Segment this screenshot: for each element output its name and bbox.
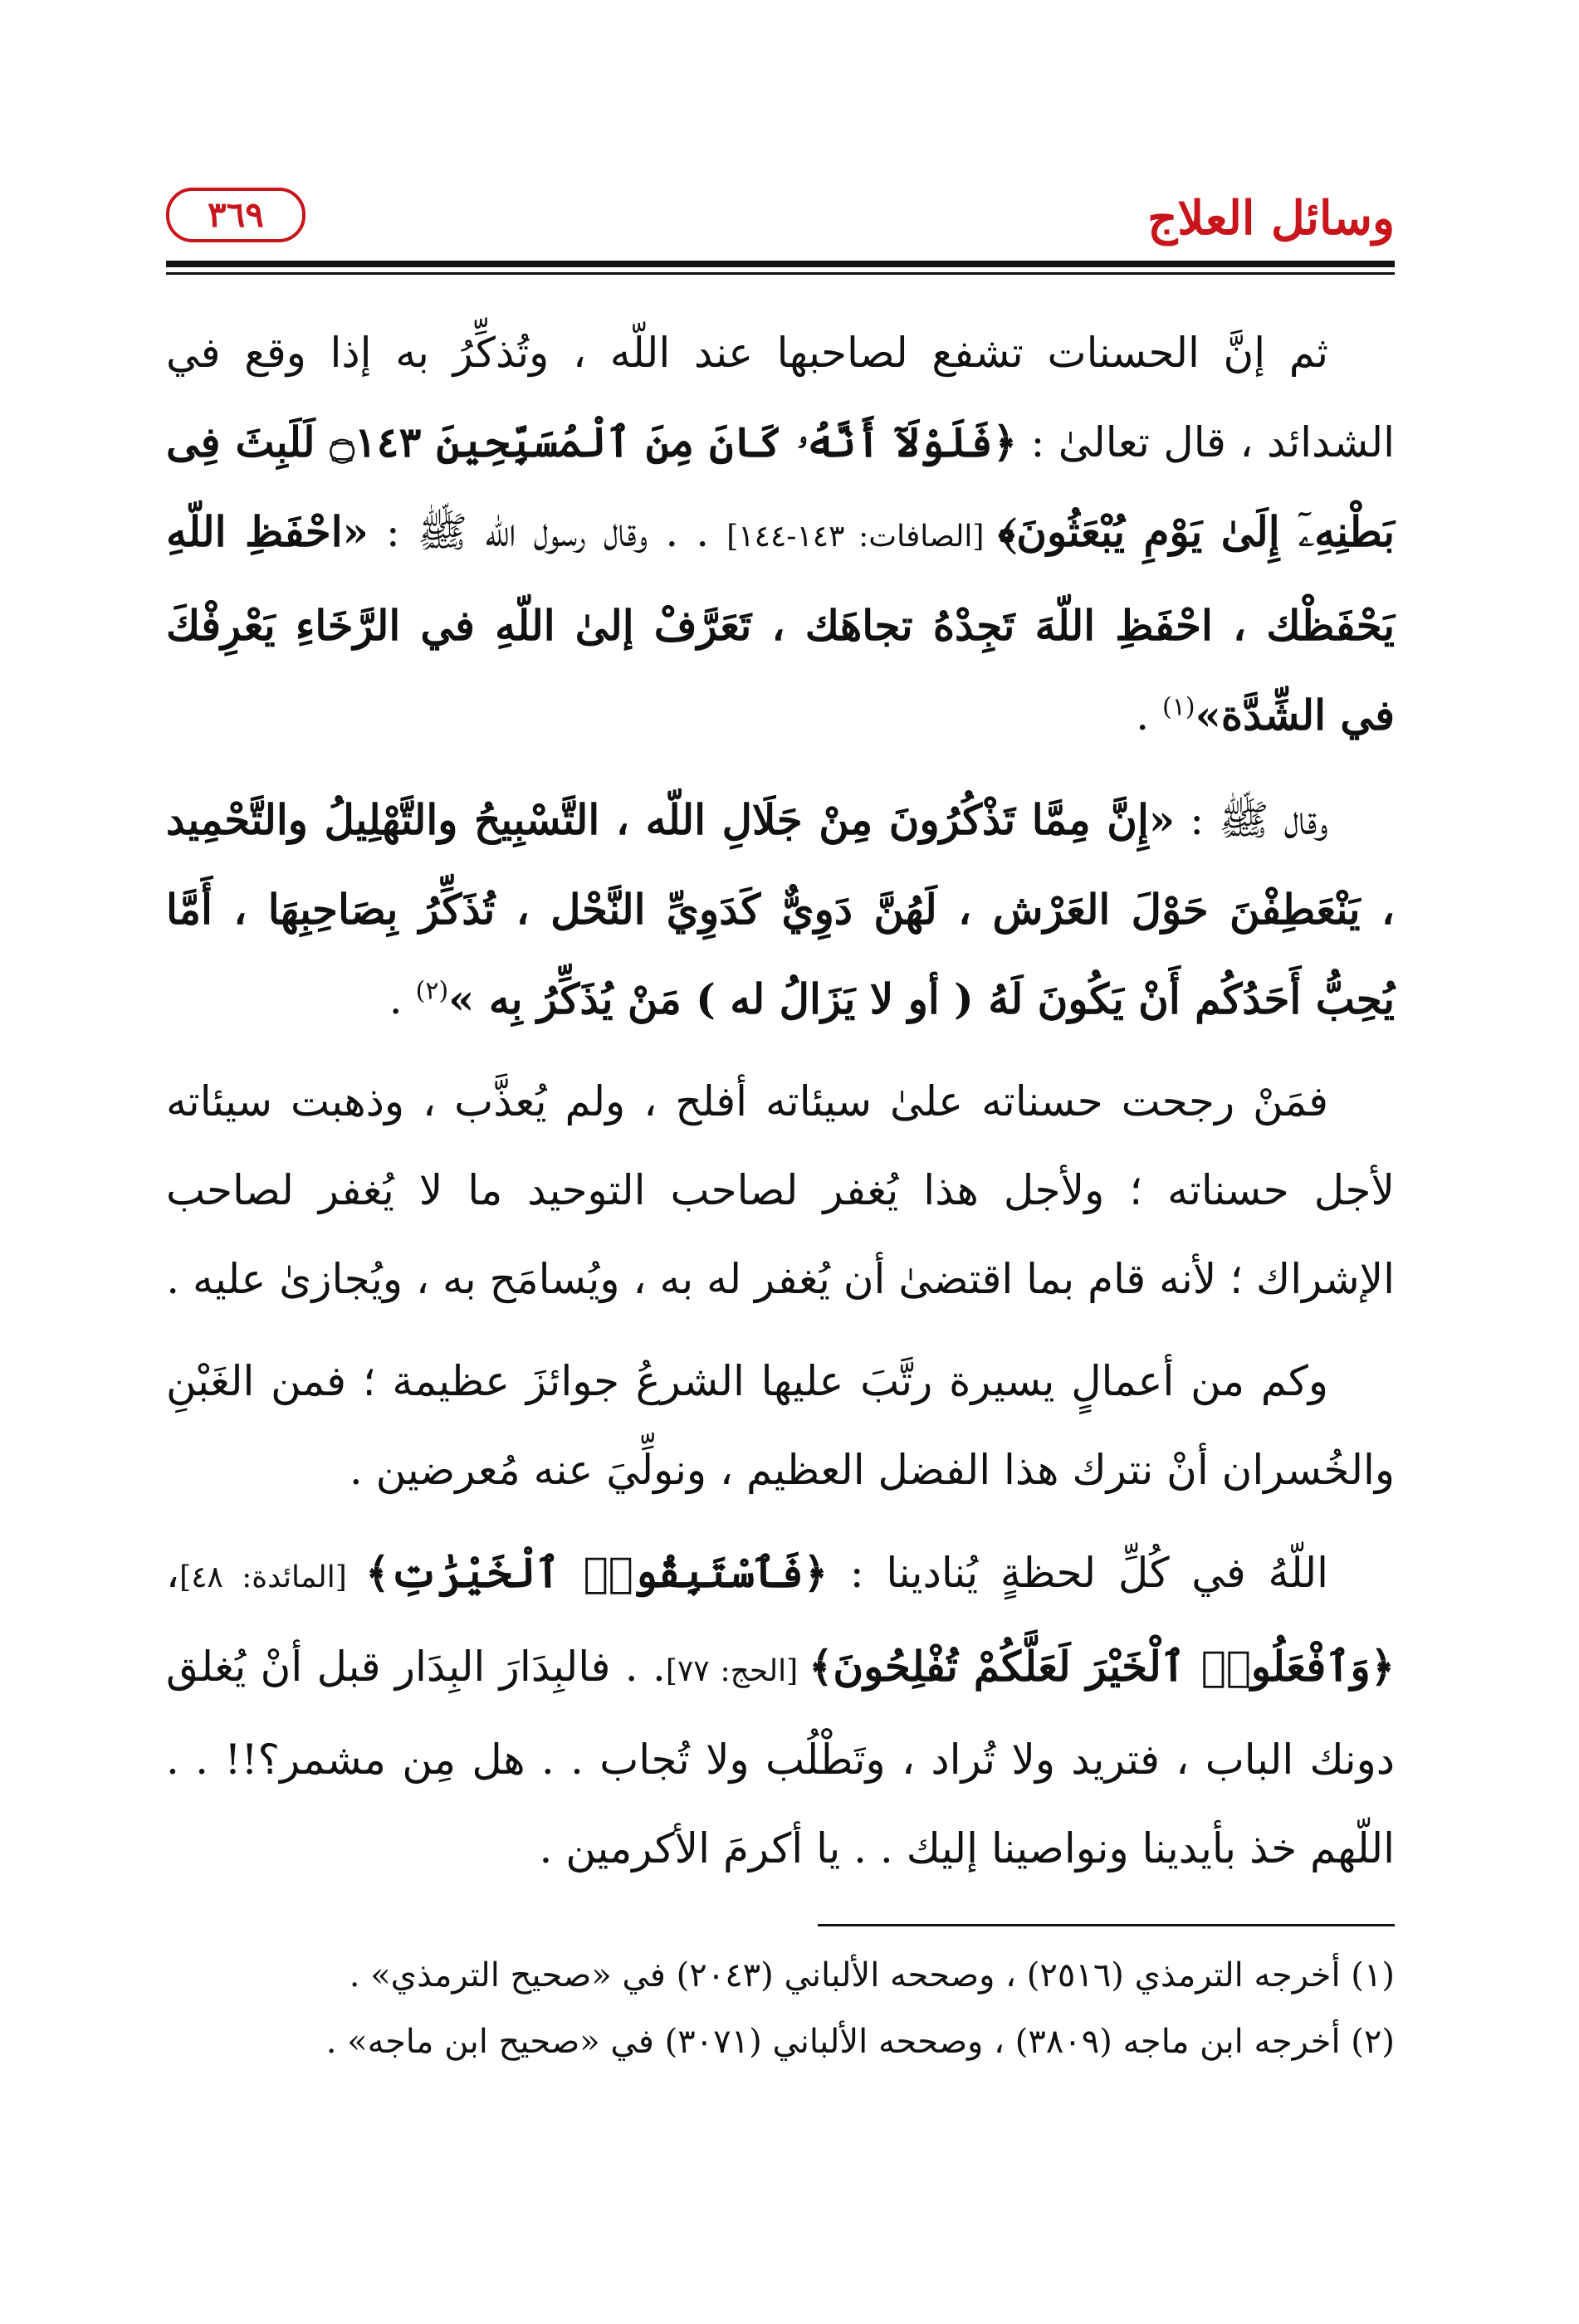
quran-verse: ﴿وَٱفْعَلُوا۟ ٱلْخَيْرَ لَعَلَّكُمْ تُفْلِحُونَ﴾ xyxy=(809,1642,1396,1691)
page-body xyxy=(166,309,1395,1907)
header-rule-thick xyxy=(166,261,1395,267)
quran-verse: ﴿فَٱسْتَبِقُوا۟ ٱلْخَيْرَٰتِ﴾ xyxy=(365,1548,829,1597)
paragraph-1: ثم إنَّ الحسنات تشفع لصاحبها عند اللّه ، وتُذكِّرُ به إذا وقع في الشدائد ، قال تعالىٰ : ﴿فَلَوْلَآ أَنَّهُۥ كَانَ مِنَ ٱلْمُسَبِّحِينَ ۝١٤٣ لَلَبِثَ فِى بَطْنِهِۦٓ إِلَىٰ يَوْمِ يُبْعَثُونَ﴾ [الصافات: ١٤٣-١٤٤] . . وقال رسول اللّه ﷺ : «احْفَظِ اللّهِ يَحْفَظْك ، احْفَظِ اللّهَ تَجِدْهُ تجاهَك ، تَعَرَّفْ إلىٰ اللّهِ في الرَّخَاءِ يَعْرِفْكَ في الشِّدَّة»$^{(١)}$ . xyxy=(166,329,1395,740)
footnote-separator xyxy=(818,1924,1395,1926)
hadith-text: «احْفَظِ اللّهِ يَحْفَظْك ، احْفَظِ اللّهَ تَجِدْهُ تجاهَك ، تَعَرَّفْ إلىٰ اللّهِ في الرَّخَاءِ يَعْرِفْكَ في الشِّدَّة» xyxy=(166,507,1395,740)
verse-reference: [الصافات: ١٤٣-١٤٤] xyxy=(726,520,999,554)
header-rule-thin xyxy=(166,272,1395,275)
footnote-marker-2: (٢) xyxy=(415,976,449,1006)
hadith-text: «إِنَّ مِمَّا تَذْكُرُونَ مِنْ جَلَالِ اللّه ، التَّسْبِيحُ والتَّهْلِيلُ والتَّحْمِيد ، يَنْعَطِفْنَ حَوْلَ العَرْش ، لَهُنَّ دَوِيٌّ كَدَوِيِّ النَّحْل ، تُذَكِّرُ بِصَاحِبِهَا ، أَمَّا يُحِبُّ أَحَدُكُم أَنْ يَكُونَ لَهُ ( أو لا يَزَالُ له ) مَنْ يُذَكِّرُ بِه » xyxy=(166,795,1395,1023)
chapter-title: وسائل العلاج xyxy=(1147,191,1395,246)
page-number-badge: ٣٦٩ xyxy=(166,188,306,242)
verse-reference: [الحج: ٧٧] xyxy=(665,1654,809,1688)
paragraph-3: فمَنْ رجحت حسناته علىٰ سيئاته أفلح ، ولم يُعذَّب ، وذهبت سيئاته لأجل حسناته ؛ ولأجل هذا يُغفر لصاحب التوحيد ما لا يُغفر لصاحب الإشراك ؛ لأنه قام بما اقتضىٰ أن يُغفر له به ، ويُسامَح به ، ويُجازىٰ عليه . xyxy=(166,1077,1395,1303)
footnote-marker-1: (١) xyxy=(1162,692,1195,722)
page-header xyxy=(166,174,1395,257)
paragraph-2: وقال ﷺ : «إِنَّ مِمَّا تَذْكُرُونَ مِنْ جَلَالِ اللّه ، التَّسْبِيحُ والتَّهْلِيلُ والتَّحْمِيد ، يَنْعَطِفْنَ حَوْلَ العَرْش ، لَهُنَّ دَوِيٌّ كَدَوِيِّ النَّحْل ، تُذَكِّرُ بِصَاحِبِهَا ، أَمَّا يُحِبُّ أَحَدُكُم أَنْ يَكُونَ لَهُ ( أو لا يَزَالُ له ) مَنْ يُذَكِّرُ بِه »$^{(٢)}$ . xyxy=(166,795,1395,1023)
verse-reference: [المائدة: ٤٨] xyxy=(179,1560,366,1594)
quran-verse: ﴿فَلَوْلَآ أَنَّهُۥ كَانَ مِنَ ٱلْمُسَبِّحِينَ ۝١٤٣ لَلَبِثَ فِى بَطْنِهِۦٓ إِلَىٰ يَوْمِ يُبْعَثُونَ﴾ xyxy=(166,417,1395,556)
footnotes xyxy=(166,1942,1395,2075)
paragraph-4: وكم من أعمالٍ يسيرة رتَّبَ عليها الشرعُ جوائزَ عظيمة ؛ فمن الغَبْنِ والخُسران أنْ نترك هذا الفضل العظيم ، ونولِّيَ عنه مُعرضين . xyxy=(166,1357,1395,1494)
footnote-1: (١) أخرجه الترمذي (٢٥١٦) ، وصححه الألباني (٢٠٤٣) في «صحيح الترمذي» . xyxy=(349,1956,1395,1994)
footnote-2: (٢) أخرجه ابن ماجه (٣٨٠٩) ، وصححه الألباني (٣٠٧١) في «صحيح ابن ماجه» . xyxy=(325,2023,1395,2061)
paragraph-5: اللّهُ في كُلِّ لحظةٍ يُنادينا : ﴿فَٱسْتَبِقُوا۟ ٱلْخَيْرَٰتِ﴾ [المائدة: ٤٨]، ﴿وَٱفْعَلُوا۟ ٱلْخَيْرَ لَعَلَّكُمْ تُفْلِحُونَ﴾ [الحج: ٧٧]. . فالبِدَارَ البِدَار قبل أنْ يُغلق دونك الباب ، فتريد ولا تُراد ، وتَطْلُب ولا تُجاب . . هل مِن مشمر؟!! . . اللّهم خذ بأيدينا ونواصينا إليك . . يا أكرمَ الأكرمين . xyxy=(166,1548,1396,1872)
